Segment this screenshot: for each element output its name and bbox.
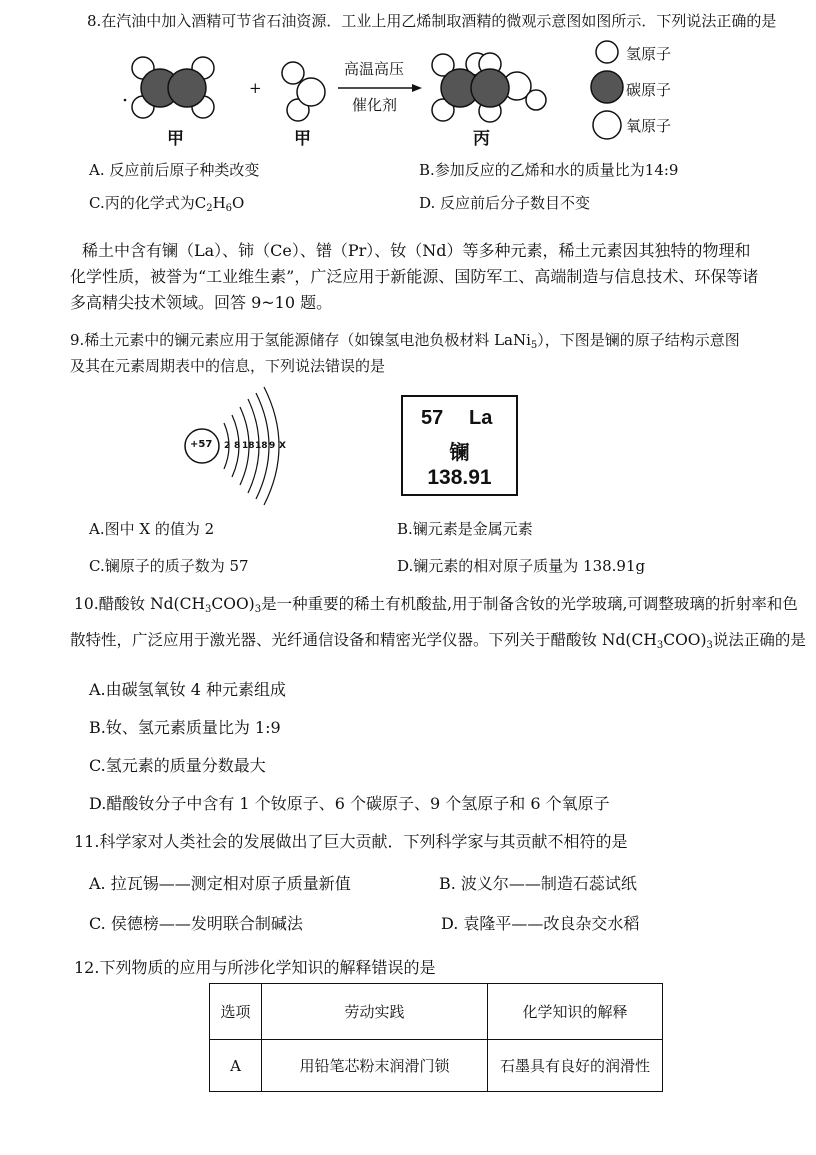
atomic-mass: 138.91 bbox=[427, 466, 492, 489]
electron-count-shell-4: 18 bbox=[255, 441, 268, 451]
nucleus-charge: +57 bbox=[190, 439, 213, 450]
q8-reaction-diagram bbox=[110, 40, 710, 150]
q9-option-d: D.镧元素的相对原子质量为 138.91g bbox=[397, 557, 646, 575]
q8-option-b: B.参加反应的乙烯和水的质量比为14:9 bbox=[419, 161, 679, 179]
q12-stem: 12.下列物质的应用与所涉化学知识的解释错误的是 bbox=[74, 958, 436, 977]
ethylene-molecule bbox=[124, 57, 214, 118]
q8-option-d: D. 反应前后分子数目不变 bbox=[419, 194, 591, 212]
table-header-row bbox=[210, 984, 663, 1040]
header-option: 选项 bbox=[210, 984, 262, 1040]
cell-option: A bbox=[210, 1040, 262, 1092]
electron-count-shell-3: 18 bbox=[242, 441, 255, 451]
cell-explanation: 石墨具有良好的润滑性 bbox=[488, 1040, 663, 1092]
intro-line-1: 稀土中含有镧（La）、铈（Ce）、镨（Pr）、钕（Nd）等多种元素，稀土元素因其独特的物理和 bbox=[82, 241, 751, 260]
q8-option-c: C.丙的化学式为$C_2H_6O$ bbox=[89, 194, 245, 214]
q11-stem: 11.科学家对人类社会的发展做出了巨大贡献．下列科学家与其贡献不相符的是 bbox=[74, 832, 628, 851]
legend-carbon-label: 碳原子 bbox=[626, 81, 672, 99]
legend-carbon-atom bbox=[591, 71, 623, 103]
condition-bottom: 催化剂 bbox=[352, 96, 398, 114]
q10-option-b: B.钕、氢元素质量比为 1:9 bbox=[89, 718, 281, 737]
electron-count-shell-2: 8 bbox=[234, 441, 241, 451]
condition-top: 高温高压 bbox=[344, 60, 405, 78]
q8-option-a: A. 反应前后原子种类改变 bbox=[89, 161, 260, 179]
element-name: 镧 bbox=[449, 440, 470, 464]
element-symbol: La bbox=[469, 407, 493, 429]
periodic-table-cell bbox=[401, 395, 518, 496]
plus-sign: + bbox=[249, 79, 262, 97]
product-label: 丙 bbox=[473, 129, 490, 149]
q9-option-a: A.图中 X 的值为 2 bbox=[89, 520, 215, 538]
cell-practice: 用铅笔芯粉末润滑门锁 bbox=[262, 1040, 488, 1092]
q11-option-c: C. 侯德榜——发明联合制碱法 bbox=[89, 914, 303, 933]
header-practice: 劳动实践 bbox=[262, 984, 488, 1040]
atomic-number: 57 bbox=[421, 407, 444, 429]
q10-stem-line-2: 散特性，广泛应用于激光器、光纤通信设备和精密光学仪器。下列关于醋酸钕 $Nd(CH_3COO)_3$说法正确的是 bbox=[70, 631, 806, 651]
q10-stem-line-1: 10.醋酸钕 $Nd(CH_3COO)_3$是一种重要的稀土有机酸盐,用于制备含钕的光学玻璃,可调整玻璃的折射率和色 bbox=[74, 595, 798, 615]
legend-hydrogen-atom bbox=[596, 41, 618, 63]
legend-oxygen-label: 氧原子 bbox=[626, 117, 672, 135]
q8-stem: 8.在汽油中加入酒精可节省石油资源．工业上用乙烯制取酒精的微观示意图如图所示．下列说法正确的是 bbox=[87, 12, 777, 30]
q11-option-b: B. 波义尔——制造石蕊试纸 bbox=[439, 874, 637, 893]
q12-table bbox=[209, 983, 663, 1092]
water-molecule bbox=[282, 62, 325, 121]
q10-option-d: D.醋酸钕分子中含有 1 个钕原子、6 个碳原子、9 个氢原子和 6 个氧原子 bbox=[89, 794, 610, 813]
q9-stem-line-1: 9.稀土元素中的镧元素应用于氢能源储存（如镍氢电池负极材料 LaNi$_5$），下图是镧的原子结构示意图 bbox=[70, 331, 740, 351]
q10-option-c: C.氢元素的质量分数最大 bbox=[89, 756, 266, 775]
intro-line-3: 多高精尖技术领域。回答 9~10 题。 bbox=[70, 293, 333, 312]
legend-oxygen-atom bbox=[593, 111, 621, 139]
q11-option-d: D. 袁隆平——改良杂交水稻 bbox=[441, 914, 640, 933]
ethanol-molecule bbox=[432, 53, 546, 122]
q9-option-b: B.镧元素是金属元素 bbox=[397, 520, 533, 538]
reactant1-label: 甲 bbox=[167, 129, 184, 149]
q10-option-a: A.由碳氢氧钕 4 种元素组成 bbox=[89, 680, 286, 699]
electron-count-shell-6: X bbox=[279, 441, 286, 451]
q9-option-c: C.镧原子的质子数为 57 bbox=[89, 557, 249, 575]
electron-count-shell-1: 2 bbox=[224, 441, 231, 451]
q9-stem-line-2: 及其在元素周期表中的信息，下列说法错误的是 bbox=[70, 357, 386, 375]
intro-line-2: 化学性质，被誉为“工业维生素”，广泛应用于新能源、国防军工、高端制造与信息技术、环保等诸 bbox=[70, 267, 759, 286]
legend-hydrogen-label: 氢原子 bbox=[626, 45, 672, 63]
table-row bbox=[210, 1040, 663, 1092]
reactant2-label: 甲 bbox=[294, 129, 311, 149]
header-explanation: 化学知识的解释 bbox=[488, 984, 663, 1040]
electron-count-shell-5: 9 bbox=[269, 441, 276, 451]
q11-option-a: A. 拉瓦锡——测定相对原子质量新值 bbox=[89, 874, 351, 893]
